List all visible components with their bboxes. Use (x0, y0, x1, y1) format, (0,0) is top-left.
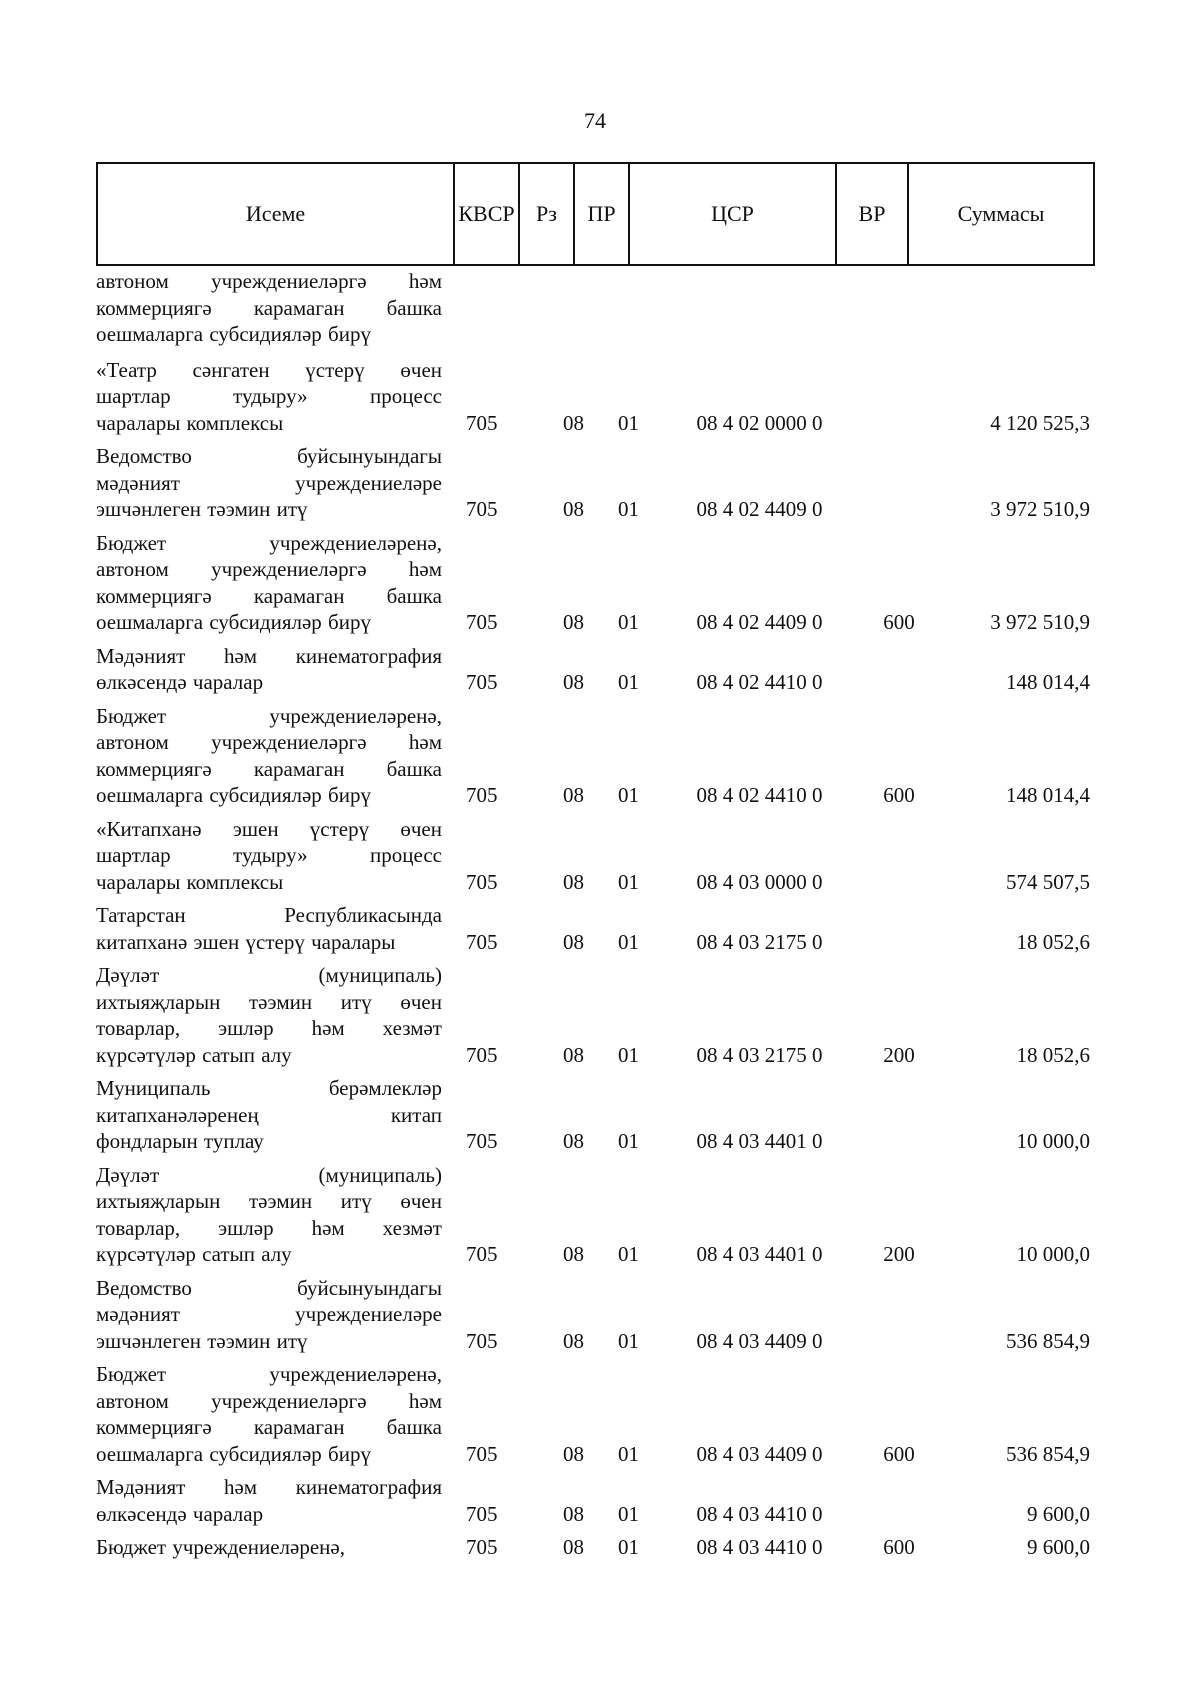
row-name (96, 1075, 442, 1155)
row-pr: 01 (618, 783, 639, 807)
row-pr: 01 (618, 670, 639, 694)
row-name-line: Бюджет учреждениеләренә, (96, 1362, 442, 1386)
row-kvsr: 705 (466, 1441, 498, 1466)
row-name-line: товарлар, эшләр һәм хезмәт (96, 1016, 442, 1040)
row-name-line: Дәүләт (муниципаль) (96, 963, 442, 987)
row-name-line: мәдәният учреждениеләре (96, 470, 442, 495)
row-vr: 600 (883, 610, 915, 634)
row-csr: 08 4 03 4410 0 (696, 1535, 823, 1559)
row-kvsr: 705 (466, 410, 498, 435)
row-name (96, 1534, 442, 1561)
table-row (96, 1361, 1092, 1467)
row-name-line: китапханә эшен үстерү чаралары (96, 929, 396, 954)
row-rz: 08 (563, 929, 584, 954)
row-name-line: өлкәсендә чаралар (96, 670, 264, 694)
table-row (96, 530, 1092, 636)
row-sum: 18 052,6 (1016, 929, 1090, 954)
row-name-line: оешмаларга субсидияләр бирү (96, 610, 371, 634)
row-name-line: коммерциягә карамаган башка (96, 1415, 442, 1439)
row-csr: 08 4 03 2175 0 (696, 929, 823, 954)
row-name-line: ихтыяҗларын тәэмин итү өчен (96, 989, 442, 1014)
row-kvsr: 705 (466, 610, 498, 634)
row-name-line: автоном учреждениеләргә һәм (96, 269, 442, 293)
row-name (96, 357, 442, 437)
row-sum: 10 000,0 (1016, 1129, 1090, 1153)
header-rz: Рз (519, 163, 574, 265)
row-name (96, 703, 442, 809)
row-name (96, 962, 442, 1068)
row-csr: 08 4 02 4409 0 (696, 497, 823, 521)
row-name-line: коммерциягә карамаган башка (96, 756, 442, 781)
row-rz: 08 (563, 783, 584, 807)
row-name-line: Ведомство буйсынуындагы (96, 1275, 442, 1300)
row-rz: 08 (563, 410, 584, 435)
row-sum: 536 854,9 (1006, 1328, 1090, 1353)
row-name-line: автоном учреждениеләргә һәм (96, 730, 442, 754)
table-header (96, 162, 1095, 266)
table-row (96, 816, 1092, 896)
row-name-line: «Театр сәнгатен үстерү өчен (96, 357, 442, 382)
row-name-line: Бюджет учреждениеләренә, (96, 703, 442, 728)
table-row (96, 962, 1092, 1068)
table-row (96, 443, 1092, 523)
row-name-line: эшчәнлеген тәэмин итү (96, 497, 308, 521)
row-rz: 08 (563, 610, 584, 634)
row-rz: 08 (563, 1129, 584, 1153)
row-name (96, 530, 442, 636)
table-row (96, 703, 1092, 809)
row-kvsr: 705 (466, 497, 498, 521)
row-sum: 536 854,9 (1006, 1441, 1090, 1466)
row-csr: 08 4 03 2175 0 (696, 1042, 823, 1067)
header-vr: ВР (836, 163, 908, 265)
row-sum: 3 972 510,9 (990, 610, 1090, 634)
row-rz: 08 (563, 1042, 584, 1067)
row-name-line: Мәдәният һәм кинематография (96, 643, 442, 668)
row-kvsr: 705 (466, 869, 498, 894)
row-name-line: товарлар, эшләр һәм хезмәт (96, 1215, 442, 1240)
row-vr: 200 (883, 1042, 915, 1067)
row-sum: 18 052,6 (1016, 1042, 1090, 1067)
row-name-line: шартлар тудыру» процесс (96, 384, 442, 408)
row-name-line: Дәүләт (муниципаль) (96, 1162, 442, 1187)
row-name (96, 643, 442, 696)
row-pr: 01 (618, 497, 639, 521)
row-name-line: өлкәсендә чаралар (96, 1501, 264, 1526)
row-name-line: коммерциягә карамаган башка (96, 583, 442, 608)
row-rz: 08 (563, 1501, 584, 1526)
table-row (96, 268, 1092, 348)
row-sum: 4 120 525,3 (990, 410, 1090, 435)
row-csr: 08 4 02 4410 0 (696, 670, 823, 694)
row-csr: 08 4 03 4401 0 (696, 1242, 823, 1266)
row-vr: 600 (883, 1535, 915, 1559)
table-row (96, 643, 1092, 696)
row-rz: 08 (563, 1242, 584, 1266)
row-sum: 148 014,4 (1006, 670, 1090, 694)
row-rz: 08 (563, 1535, 584, 1559)
row-vr: 600 (883, 1441, 915, 1466)
row-name-line: китапханәләренең китап (96, 1102, 442, 1127)
row-name-line: Бюджет учреждениеләренә, (96, 530, 442, 555)
row-pr: 01 (618, 1242, 639, 1266)
row-name-line: Ведомство буйсынуындагы (96, 444, 442, 468)
row-pr: 01 (618, 869, 639, 894)
row-csr: 08 4 02 4409 0 (696, 610, 823, 634)
row-kvsr: 705 (466, 1501, 498, 1526)
table-row (96, 1275, 1092, 1355)
row-pr: 01 (618, 610, 639, 634)
row-sum: 3 972 510,9 (990, 497, 1090, 521)
table-row (96, 1534, 1092, 1561)
row-pr: 01 (618, 1441, 639, 1466)
row-kvsr: 705 (466, 929, 498, 954)
row-rz: 08 (563, 1441, 584, 1466)
row-name (96, 1474, 442, 1527)
row-pr: 01 (618, 1042, 639, 1067)
row-kvsr: 705 (466, 1242, 498, 1266)
table-body (96, 268, 1092, 1568)
row-name (96, 443, 442, 523)
table-row (96, 1162, 1092, 1268)
row-sum: 574 507,5 (1006, 869, 1090, 894)
row-csr: 08 4 03 4410 0 (696, 1501, 823, 1526)
row-name-line: Мәдәният һәм кинематография (96, 1475, 442, 1499)
row-pr: 01 (618, 1328, 639, 1353)
row-rz: 08 (563, 670, 584, 694)
row-name-line: фондларын туплау (96, 1129, 264, 1153)
row-name-line: Бюджет учреждениеләренә, (96, 1535, 345, 1559)
row-pr: 01 (618, 410, 639, 435)
row-vr: 200 (883, 1242, 915, 1266)
header-pr: ПР (574, 163, 629, 265)
row-name (96, 1162, 442, 1268)
header-sum: Суммасы (908, 163, 1094, 265)
row-name-line: Татарстан Республикасында (96, 903, 442, 927)
row-csr: 08 4 03 4409 0 (696, 1441, 823, 1466)
row-name-line: «Китапханә эшен үстерү өчен (96, 816, 442, 841)
table-row (96, 902, 1092, 955)
row-name (96, 1361, 442, 1467)
row-name (96, 1275, 442, 1355)
row-csr: 08 4 02 4410 0 (696, 783, 823, 807)
row-kvsr: 705 (466, 1328, 498, 1353)
table-row (96, 357, 1092, 437)
row-kvsr: 705 (466, 1129, 498, 1153)
row-name-line: күрсәтүләр сатып алу (96, 1042, 292, 1067)
page-number: 74 (584, 108, 606, 133)
row-name-line: автоном учреждениеләргә һәм (96, 1388, 442, 1413)
row-name-line: эшчәнлеген тәэмин итү (96, 1328, 308, 1353)
row-csr: 08 4 03 4409 0 (696, 1328, 823, 1353)
row-name-line: чаралары комплексы (96, 869, 284, 894)
row-pr: 01 (618, 1535, 639, 1559)
row-name-line: коммерциягә карамаган башка (96, 295, 442, 320)
row-sum: 148 014,4 (1006, 783, 1090, 807)
table-row (96, 1474, 1092, 1527)
table-row (96, 1075, 1092, 1155)
row-vr: 600 (883, 783, 915, 807)
row-name (96, 902, 442, 955)
header-csr: ЦСР (629, 163, 836, 265)
row-name-line: оешмаларга субсидияләр бирү (96, 1441, 371, 1466)
row-name-line: оешмаларга субсидияләр бирү (96, 322, 371, 346)
row-kvsr: 705 (466, 670, 498, 694)
row-pr: 01 (618, 929, 639, 954)
row-name-line: чаралары комплексы (96, 410, 284, 435)
row-csr: 08 4 02 0000 0 (696, 410, 823, 435)
row-name (96, 268, 442, 348)
row-pr: 01 (618, 1501, 639, 1526)
row-name-line: ихтыяҗларын тәэмин итү өчен (96, 1189, 442, 1213)
row-rz: 08 (563, 1328, 584, 1353)
row-sum: 9 600,0 (1027, 1501, 1090, 1526)
row-name-line: оешмаларга субсидияләр бирү (96, 783, 371, 807)
row-name-line: шартлар тудыру» процесс (96, 843, 442, 867)
header-name: Исеме (97, 163, 454, 265)
row-kvsr: 705 (466, 783, 498, 807)
row-name-line: күрсәтүләр сатып алу (96, 1242, 292, 1266)
row-rz: 08 (563, 497, 584, 521)
header-kvsr: КВСР (454, 163, 519, 265)
row-csr: 08 4 03 0000 0 (696, 869, 823, 894)
row-rz: 08 (563, 869, 584, 894)
row-sum: 9 600,0 (1027, 1535, 1090, 1559)
row-name-line: Муниципаль берәмлекләр (96, 1076, 442, 1100)
row-name-line: мәдәният учреждениеләре (96, 1302, 442, 1326)
row-kvsr: 705 (466, 1042, 498, 1067)
row-csr: 08 4 03 4401 0 (696, 1129, 823, 1153)
row-name (96, 816, 442, 896)
row-kvsr: 705 (466, 1535, 498, 1559)
row-name-line: автоном учреждениеләргә һәм (96, 557, 442, 581)
row-pr: 01 (618, 1129, 639, 1153)
row-sum: 10 000,0 (1016, 1242, 1090, 1266)
